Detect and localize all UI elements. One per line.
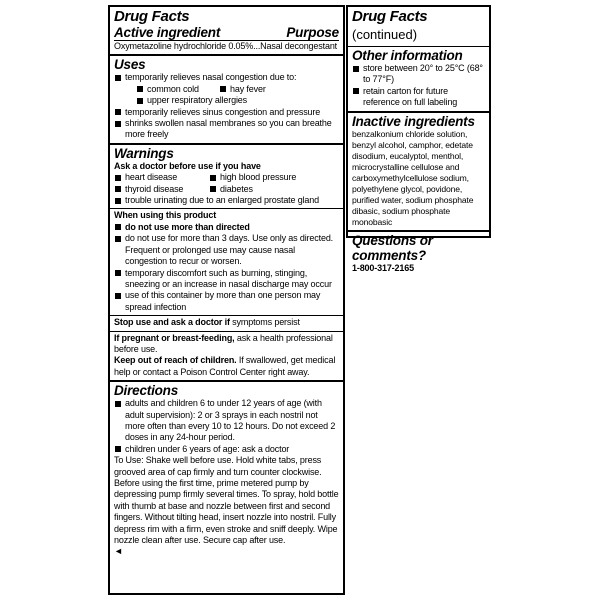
warnings-section <box>110 143 343 209</box>
use-item: shrinks swollen nasal membranes so you can breathe more freely <box>114 118 339 141</box>
inactive-ingredients-section <box>348 111 489 230</box>
uses-section <box>110 54 343 142</box>
use-subitem: upper respiratory allergies <box>136 95 247 106</box>
pregnancy-text: ask a health professional before use. <box>114 332 333 354</box>
uses-list <box>114 72 339 140</box>
uses-heading: Uses <box>114 57 146 73</box>
continued-title-text: (continued) <box>352 27 418 42</box>
use-subitem: common cold <box>136 84 219 95</box>
use-item: temporarily relieves nasal congestion due to: <box>114 72 339 83</box>
purpose-heading: Purpose <box>286 25 339 40</box>
stop-use-section <box>110 315 343 330</box>
conditions-list <box>114 172 339 206</box>
pregnancy-section <box>110 331 343 381</box>
when-using-list <box>114 222 339 313</box>
when-using-item: use of this container by more than one person may spread infection <box>114 290 339 313</box>
direction-item: children under 6 years of age: ask a doctor <box>114 444 339 455</box>
continued-title <box>348 7 489 47</box>
when-using-heading: When using this product <box>114 210 217 221</box>
use-subitem-row <box>114 84 339 95</box>
to-use-instructions: To Use: Shake well before use. Hold white tabs, press grooved area of cap firmly and turn counter clockwise. Before using the first time, prime metered pump by depressing pump firmly several times. To spray, hold bottle with thumb at base and nozzle between first and second fingers. Without tilting head, insert nozzle into nostril. Fully depress rim with a firm, even stroke and sniff deeply. Wipe nozzle clean after use. Secure cap after use. <box>114 455 339 546</box>
use-subitem-row <box>114 95 339 106</box>
condition-item: heart disease <box>114 172 209 183</box>
other-information-list <box>352 63 485 109</box>
phone-number: 1-800-317-2165 <box>352 262 414 273</box>
keep-out-text: If swallowed, get medical help or contact a Poison Control Center right away. <box>114 355 336 377</box>
condition-item: high blood pressure <box>209 172 296 183</box>
directions-list <box>114 398 339 455</box>
use-item: temporarily relieves sinus congestion and pressure <box>114 107 339 118</box>
drug-facts-title: Drug Facts <box>114 8 190 25</box>
questions-heading: Questions or comments? <box>352 232 433 263</box>
when-using-item: do not use more than directed <box>114 222 339 233</box>
condition-item: diabetes <box>209 184 253 195</box>
questions-section <box>348 230 489 276</box>
stop-use-text: symptoms persist <box>229 317 300 328</box>
directions-section <box>110 380 343 558</box>
active-ingredient-header <box>114 25 339 41</box>
when-using-section <box>110 208 343 315</box>
other-information-heading: Other information <box>352 48 463 63</box>
drug-facts-panel <box>108 5 345 595</box>
condition-item: trouble urinating due to an enlarged prostate gland <box>114 195 319 206</box>
active-ingredient-heading: Active ingredient <box>114 25 221 40</box>
when-using-item: do not use for more than 3 days. Use only as directed. Frequent or prolonged use may cause nasal congestion to recur or worsen. <box>114 233 339 267</box>
when-using-item: temporary discomfort such as burning, stinging, sneezing or an increase in nasal discharge may occur <box>114 268 339 291</box>
inactive-ingredients-heading: Inactive ingredients <box>352 113 475 129</box>
drug-facts-continued-panel <box>346 5 491 273</box>
inactive-ingredients-text: benzalkonium chloride solution, benzyl alcohol, camphor, edetate disodium, eucalyptol, menthol, microcrystalline cellulose and carboxymethylcellulose sodium, polyethylene glycol, povidone, purified water, sodium phosphate dibasic, sodium phosphate monobasic <box>352 128 474 227</box>
ask-doctor-heading: Ask a doctor before use if you have <box>114 160 261 171</box>
left-arrow-icon: ◄ <box>114 546 123 557</box>
active-ingredient-section <box>110 7 343 54</box>
stop-use-bold: Stop use and ask a doctor if <box>114 317 230 328</box>
continued-title-bold: Drug Facts <box>352 8 428 25</box>
other-information-item: store between 20° to 25°C (68° to 77°F) <box>352 63 485 86</box>
active-ingredient-line: Oxymetazoline hydrochloride 0.05%...Nasal decongestant <box>114 41 338 51</box>
use-subitem: hay fever <box>219 84 266 95</box>
keep-out-bold: Keep out of reach of children. <box>114 355 237 366</box>
warnings-heading: Warnings <box>114 145 174 161</box>
other-information-item: retain carton for future reference on full labeling <box>352 86 485 109</box>
pregnancy-bold: If pregnant or breast-feeding, <box>114 332 235 343</box>
directions-heading: Directions <box>114 383 179 399</box>
direction-item: adults and children 6 to under 12 years of age (with adult supervision): 2 or 3 sprays in each nostril not more often than every 10 to 12 hours. Do not exceed 2 doses in any 24-hour period. <box>114 398 339 444</box>
condition-item: thyroid disease <box>114 184 209 195</box>
other-information-section <box>348 47 489 111</box>
